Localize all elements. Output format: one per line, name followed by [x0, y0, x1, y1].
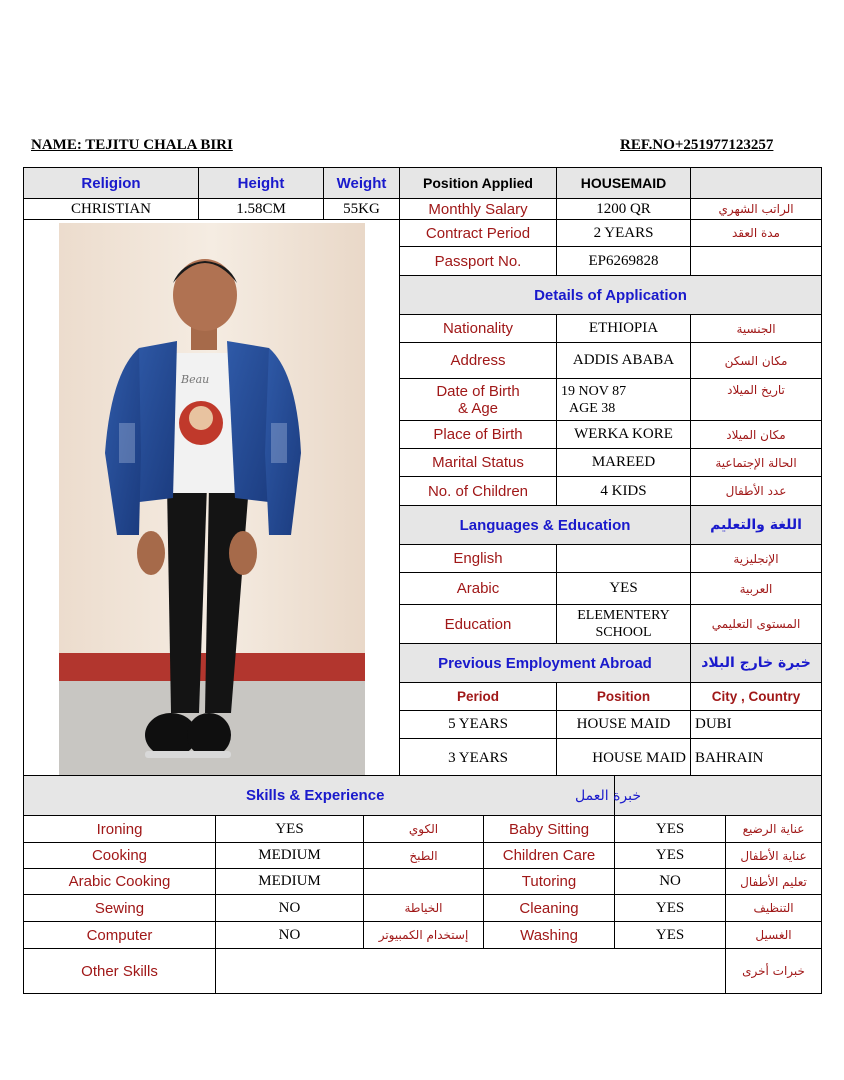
skills-heading: Skills & Experience — [24, 776, 615, 816]
english-arabic: الإنجليزية — [691, 545, 822, 573]
position-column-header: Position — [557, 683, 691, 711]
children-label: No. of Children — [400, 477, 557, 506]
employment-heading: Previous Employment Abroad — [400, 644, 691, 683]
other-skills-value — [216, 949, 726, 994]
cleaning-label: Cleaning — [484, 895, 615, 922]
dob-arabic: تاريخ الميلاد — [691, 379, 822, 421]
computer-arabic: إستخدام الكمبيوتر — [364, 922, 484, 949]
nationality-label: Nationality — [400, 315, 557, 343]
tutoring-value: NO — [615, 869, 726, 895]
passport-no-value: EP6269828 — [557, 247, 691, 276]
other-skills-arabic: خبرات أخرى — [726, 949, 822, 994]
skills-table — [23, 775, 822, 994]
languages-heading-arabic: اللغة والتعليم — [691, 506, 822, 545]
address-arabic: مكان السكن — [691, 343, 822, 379]
education-arabic: المستوى التعليمي — [691, 605, 822, 644]
education-label: Education — [400, 605, 557, 644]
baby-sitting-value: YES — [615, 816, 726, 843]
tutoring-label: Tutoring — [484, 869, 615, 895]
washing-label: Washing — [484, 922, 615, 949]
monthly-salary-value: 1200 QR — [557, 199, 691, 220]
employment-row-1-period: 5 YEARS — [400, 711, 557, 739]
children-care-arabic: عناية الأطفال — [726, 843, 822, 869]
employment-heading-arabic: خبرة خارج البلاد — [691, 644, 822, 683]
shirt-print-text: Beau — [180, 372, 209, 386]
english-label: English — [400, 545, 557, 573]
cleaning-arabic: التنظيف — [726, 895, 822, 922]
washing-value: YES — [615, 922, 726, 949]
dob-label-line1: Date of Birth — [436, 382, 520, 400]
children-care-value: YES — [615, 843, 726, 869]
employment-row-2-country: BAHRAIN — [691, 739, 822, 779]
candidate-photo — [59, 223, 365, 776]
monthly-salary-label: Monthly Salary — [400, 199, 557, 220]
sewing-value: NO — [216, 895, 364, 922]
dob-label — [400, 379, 557, 421]
ironing-value: YES — [216, 816, 364, 843]
languages-heading: Languages & Education — [400, 506, 691, 545]
arabic-cooking-arabic — [364, 869, 484, 895]
place-of-birth-value: WERKA KORE — [557, 421, 691, 449]
contract-period-value: 2 YEARS — [557, 220, 691, 247]
contract-period-label: Contract Period — [400, 220, 557, 247]
employment-row-1-position: HOUSE MAID — [557, 711, 691, 739]
employment-row-2-position: HOUSE MAID — [557, 739, 691, 779]
arabic-cooking-label: Arabic Cooking — [24, 869, 216, 895]
ironing-arabic: الكوي — [364, 816, 484, 843]
baby-sitting-arabic: عناية الرضيع — [726, 816, 822, 843]
marital-status-arabic: الحالة الإجتماعية — [691, 449, 822, 477]
reference-number: REF.NO+251977123257 — [620, 137, 774, 153]
passport-no-arabic — [691, 247, 822, 276]
photo-cell — [24, 220, 400, 779]
baby-sitting-label: Baby Sitting — [484, 816, 615, 843]
children-arabic: عدد الأطفال — [691, 477, 822, 506]
monthly-salary-arabic: الراتب الشهري — [691, 199, 822, 220]
cooking-label: Cooking — [24, 843, 216, 869]
position-applied-blank — [691, 168, 822, 199]
period-column-header: Period — [400, 683, 557, 711]
arabic-language-arabic: العربية — [691, 573, 822, 605]
dob-value — [557, 379, 691, 421]
religion-value: CHRISTIAN — [24, 199, 199, 220]
tutoring-arabic: تعليم الأطفال — [726, 869, 822, 895]
country-column-header: City , Country — [691, 683, 822, 711]
sewing-label: Sewing — [24, 895, 216, 922]
dob-value-line1: 19 NOV 87 — [561, 383, 627, 399]
arabic-language-value: YES — [557, 573, 691, 605]
education-value-line2: SCHOOL — [595, 625, 652, 640]
candidate-name: NAME: TEJITU CHALA BIRI — [31, 137, 233, 153]
contract-period-arabic: مدة العقد — [691, 220, 822, 247]
place-of-birth-label: Place of Birth — [400, 421, 557, 449]
candidate-photo-image — [59, 223, 365, 776]
computer-value: NO — [216, 922, 364, 949]
nationality-value: ETHIOPIA — [557, 315, 691, 343]
arabic-language-label: Arabic — [400, 573, 557, 605]
cooking-arabic: الطبخ — [364, 843, 484, 869]
sewing-arabic: الخياطة — [364, 895, 484, 922]
english-value — [557, 545, 691, 573]
education-value-line1: ELEMENTERY — [577, 608, 670, 623]
employment-row-1-country: DUBI — [691, 711, 822, 739]
religion-label: Religion — [24, 168, 199, 199]
position-applied-label: Position Applied — [400, 168, 557, 199]
children-care-label: Children Care — [484, 843, 615, 869]
ironing-label: Ironing — [24, 816, 216, 843]
arabic-cooking-value: MEDIUM — [216, 869, 364, 895]
other-skills-label: Other Skills — [24, 949, 216, 994]
skills-heading-arabic: خبرة العمل — [615, 776, 822, 816]
computer-label: Computer — [24, 922, 216, 949]
position-applied-value: HOUSEMAID — [557, 168, 691, 199]
details-heading: Details of Application — [400, 276, 822, 315]
education-value — [557, 605, 691, 644]
dob-label-line2: & Age — [457, 399, 499, 417]
weight-label: Weight — [324, 168, 400, 199]
cooking-value: MEDIUM — [216, 843, 364, 869]
height-value: 1.58CM — [199, 199, 324, 220]
marital-status-label: Marital Status — [400, 449, 557, 477]
address-label: Address — [400, 343, 557, 379]
cleaning-value: YES — [615, 895, 726, 922]
marital-status-value: MAREED — [557, 449, 691, 477]
children-value: 4 KIDS — [557, 477, 691, 506]
age-value: AGE 38 — [569, 400, 616, 416]
passport-no-label: Passport No. — [400, 247, 557, 276]
place-of-birth-arabic: مكان الميلاد — [691, 421, 822, 449]
height-label: Height — [199, 168, 324, 199]
address-value: ADDIS ABABA — [557, 343, 691, 379]
application-table — [23, 167, 822, 779]
washing-arabic: الغسيل — [726, 922, 822, 949]
weight-value: 55KG — [324, 199, 400, 220]
employment-row-2-period: 3 YEARS — [400, 739, 557, 779]
nationality-arabic: الجنسية — [691, 315, 822, 343]
